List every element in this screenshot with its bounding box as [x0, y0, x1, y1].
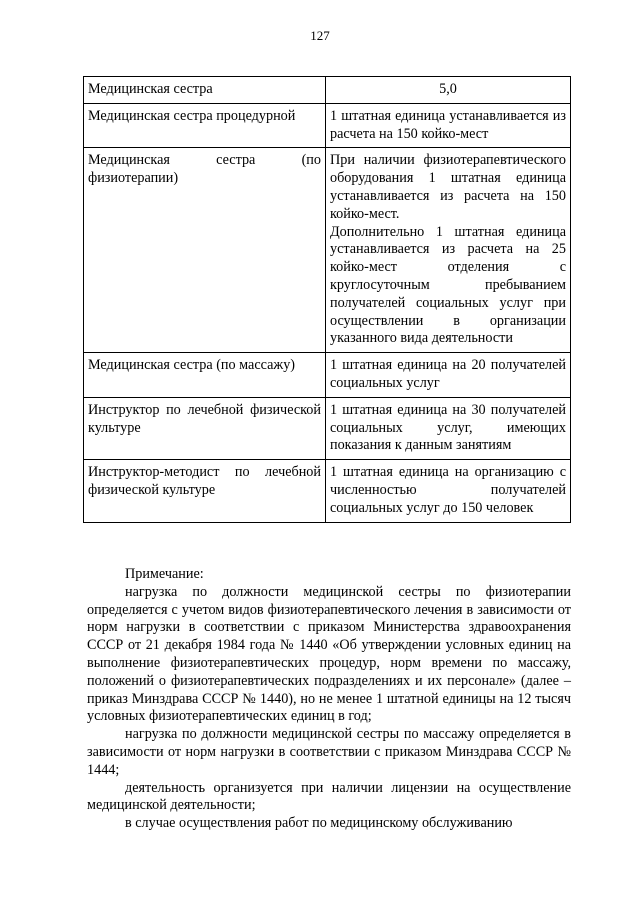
table-row: [84, 103, 571, 148]
table-row: [84, 148, 571, 353]
position-cell: Медицинская сестра процедурной: [84, 103, 326, 148]
norm-extra-text: Дополнительно 1 штатная единица устанавливается из расчета на 25 койко-мест отделения с круглосуточным пребыванием получателей социальных услуг при осуществлении в организации указанного вида деятельности: [330, 223, 566, 347]
notes-section: [87, 566, 571, 833]
norm-cell: [326, 148, 571, 353]
notes-title: Примечание:: [125, 566, 204, 582]
page-number: 127: [310, 28, 330, 43]
note-paragraph: в случае осуществления работ по медицинскому обслуживанию: [125, 815, 513, 832]
table-row: [84, 460, 571, 522]
position-cell: Инструктор-методист по лечебной физической культуре: [84, 460, 326, 522]
staffing-table: [83, 76, 571, 523]
table-row: [84, 397, 571, 459]
norm-text: При наличии физиотерапевтического оборудования 1 штатная единица устанавливается из расчета на 150 койко-мест.: [330, 152, 566, 222]
position-cell: Медицинская сестра: [84, 77, 326, 104]
norm-cell: 1 штатная единица на 30 получателей социальных услуг, имеющих показания к данным занятиям: [326, 397, 571, 459]
norm-cell: 5,0: [326, 77, 571, 104]
table-row: [84, 353, 571, 398]
note-paragraph: деятельность организуется при наличии лицензии на осуществление медицинской деятельности;: [87, 779, 571, 814]
note-paragraph: нагрузка по должности медицинской сестры по массажу определяется в зависимости от норм нагрузки в соответствии с приказом Минздрава СССР № 1444;: [87, 726, 571, 778]
position-cell: Инструктор по лечебной физической культуре: [84, 397, 326, 459]
norm-cell: 1 штатная единица на 20 получателей социальных услуг: [326, 353, 571, 398]
norm-cell: 1 штатная единица на организацию с численностью получателей социальных услуг до 150 человек: [326, 460, 571, 522]
note-paragraph: нагрузка по должности медицинской сестры по физиотерапии определяется с учетом видов физиотерапевтического лечения в зависимости от норм нагрузки в соответствии с приказом Министерства здравоохранения СССР от 21 декабря 1984 года № 1440 «Об утверждении условных единиц на выполнение физиотерапевтических процедур, норм времени по массажу, положений о физиотерапевтических подразделениях и их персонале» (далее – приказ Минздрава СССР № 1440), но не менее 1 штатной единицы на 12 тысяч условных физиотерапевтических единиц в год;: [87, 583, 571, 725]
norm-cell: 1 штатная единица устанавливается из расчета на 150 койко-мест: [326, 103, 571, 148]
position-cell: Медицинская сестра (по массажу): [84, 353, 326, 398]
table-row: [84, 77, 571, 104]
position-cell: Медицинская сестра (по физиотерапии): [84, 148, 326, 353]
